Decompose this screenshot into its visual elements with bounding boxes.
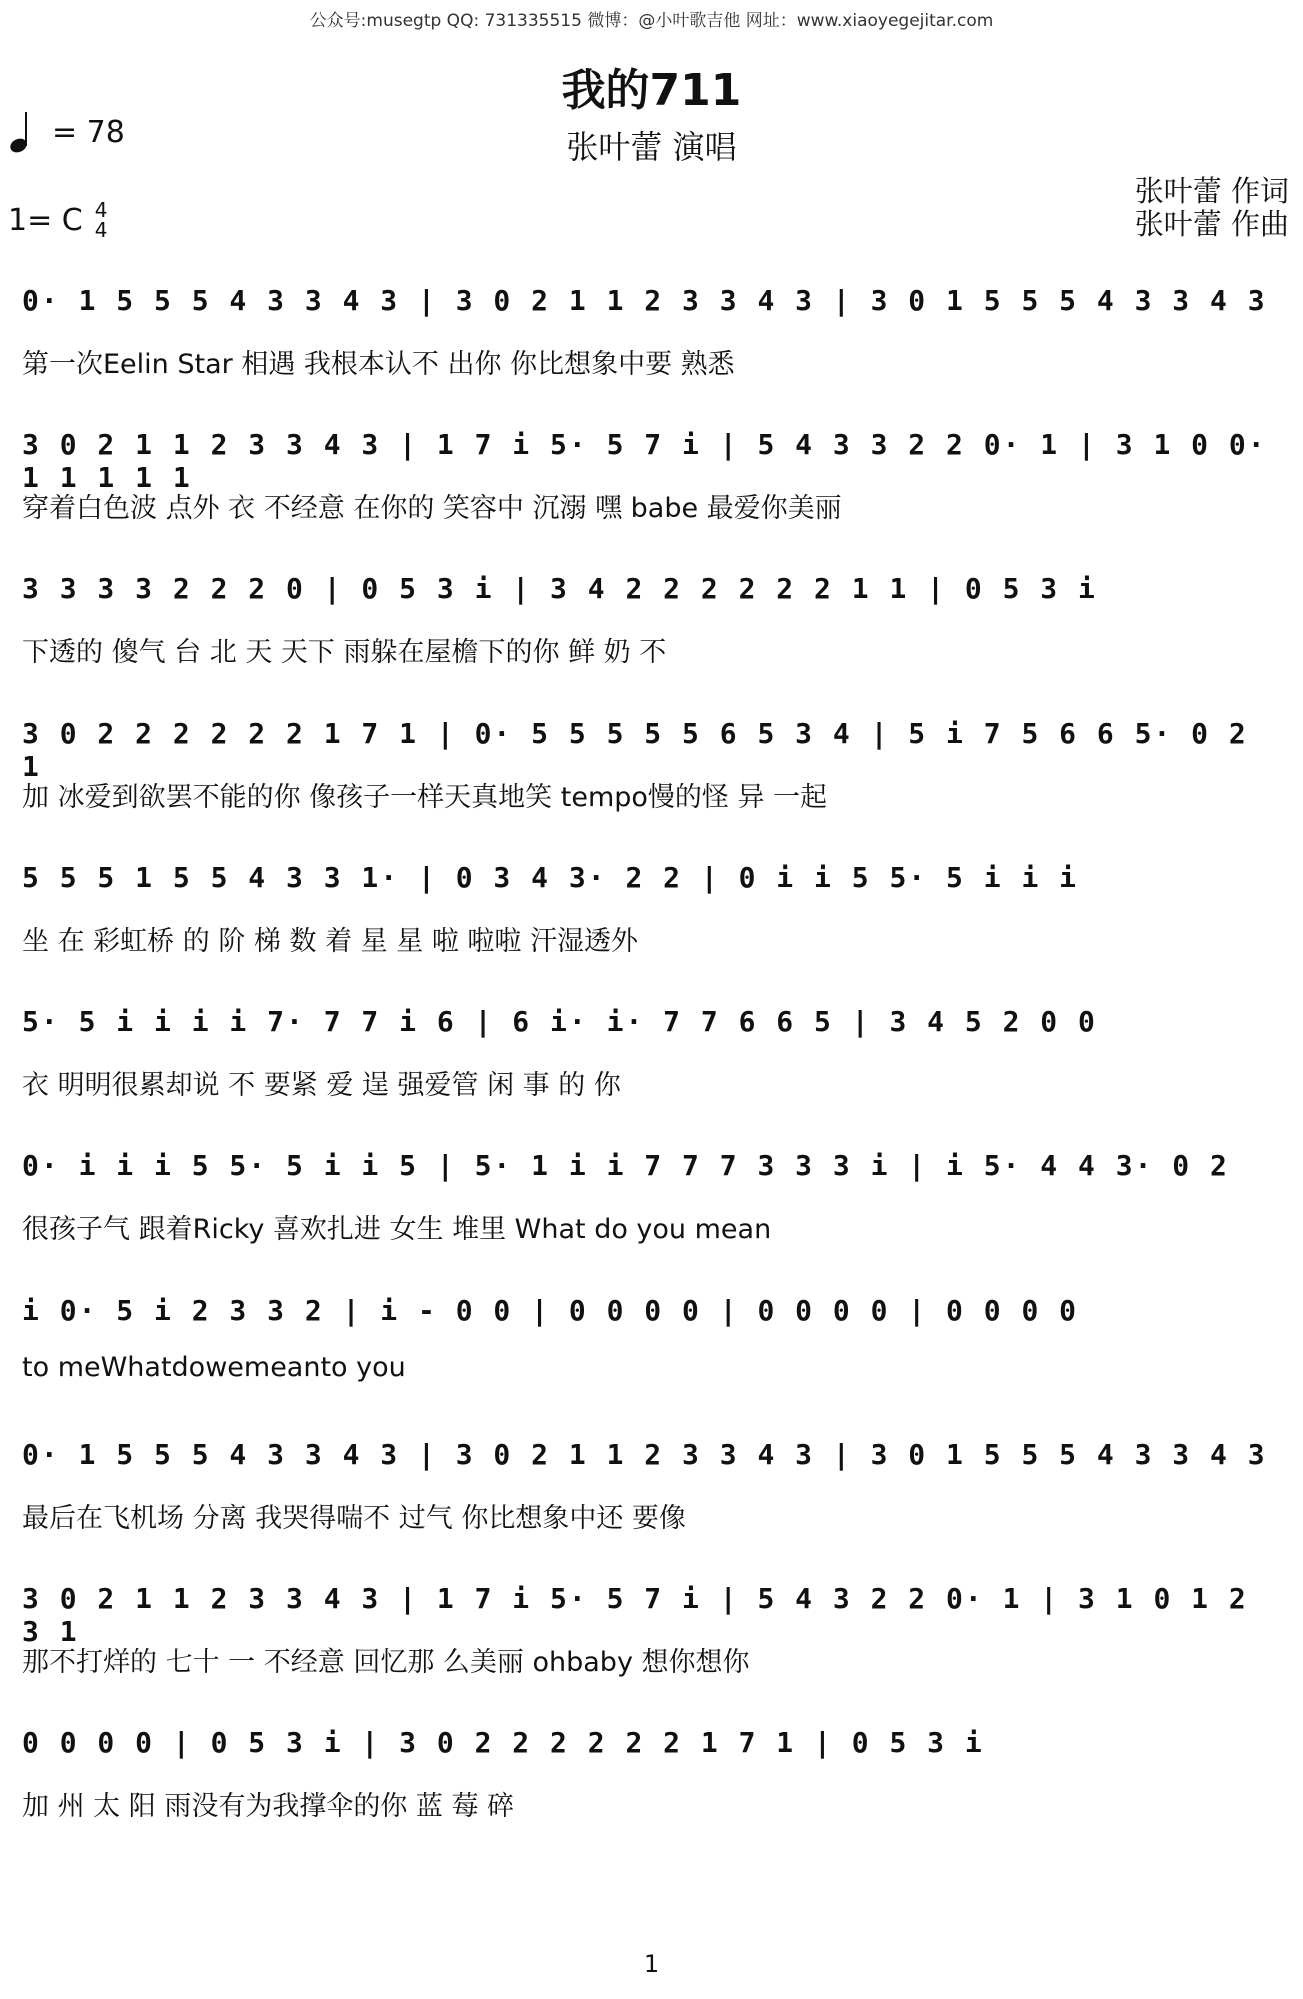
notation-text: 5 5 5 1 5 5 4 3 3 1· | 0 3 4 3· 2 2 | 0 i i 5 5· 5 i i i <box>22 861 1079 894</box>
lyrics-text: 加 冰爱到欲罢不能的你 像孩子一样天真地笑 tempo慢的怪 异 一起 <box>22 782 828 813</box>
composer-credit: 张叶蕾 作曲 <box>1134 207 1289 241</box>
lyrics-text: 最后在飞机场 分离 我哭得喘不 过气 你比想象中还 要像 <box>22 1503 686 1534</box>
quarter-note-icon <box>10 112 34 152</box>
notation-text: 3 0 2 2 2 2 2 2 1 7 1 | 0· 5 5 5 5 5 6 5 3 4 | 5 i 7 5 6 6 5· 0 2 1 <box>22 717 1248 783</box>
notation-text: 3 3 3 3 2 2 2 0 | 0 5 3 i | 3 4 2 2 2 2 2 2 1 1 | 0 5 3 i <box>22 572 1097 605</box>
page-number: 1 <box>643 1950 660 1978</box>
lyrics-text: 下透的 傻气 台 北 天 天下 雨躲在屋檐下的你 鲜 奶 不 <box>22 637 667 668</box>
lyrics-text: 加 州 太 阳 雨没有为我撑伞的你 蓝 莓 碎 <box>22 1791 515 1822</box>
lyrics-text: 坐 在 彩虹桥 的 阶 梯 数 着 星 星 啦 啦啦 汗湿透外 <box>22 926 638 957</box>
notation-text: i 0· 5 i 2 3 3 2 | i - 0 0 | 0 0 0 0 | 0 0 0 0 | 0 0 0 0 <box>22 1294 1079 1327</box>
notation-text: 0· 1 5 5 5 4 3 3 4 3 | 3 0 2 1 1 2 3 3 4 3 | 3 0 1 5 5 5 4 3 3 4 3 <box>22 1438 1267 1471</box>
tempo-value: = 78 <box>52 114 125 150</box>
notation-line <box>22 1722 1284 1778</box>
notation-line <box>22 1578 1284 1648</box>
lyrics-text: 衣 明明很累却说 不 要紧 爱 逞 强爱管 闲 事 的 你 <box>22 1070 621 1101</box>
tempo-marking <box>10 112 125 152</box>
notation-line <box>22 1434 1284 1490</box>
lyrics-text: 很孩子气 跟着Ricky 喜欢扎进 女生 堆里 What do you mean <box>22 1214 772 1245</box>
notation-text: 5· 5 i i i i 7· 7 7 i 6 | 6 i· i· 7 7 6 6 5 | 3 4 5 2 0 0 <box>22 1005 1097 1038</box>
lyrics-text: to meWhatdowemeanto you <box>22 1352 406 1383</box>
notation-text: 3 0 2 1 1 2 3 3 4 3 | 1 7 i 5· 5 7 i | 5 4 3 2 2 0· 1 | 3 1 0 1 2 3 1 <box>22 1582 1248 1648</box>
notation-line <box>22 1001 1284 1057</box>
time-signature-top: 4 <box>94 198 108 222</box>
notation-line <box>22 713 1284 783</box>
lyrics-text: 那不打烊的 七十 一 不经意 回忆那 么美丽 ohbaby 想你想你 <box>22 1647 750 1678</box>
credits <box>1135 175 1289 241</box>
notation-text: 0· i i i 5 5· 5 i i 5 | 5· 1 i i 7 7 7 3 3 3 i | i 5· 4 4 3· 0 2 <box>22 1149 1229 1182</box>
notation-text: 0· 1 5 5 5 4 3 3 4 3 | 3 0 2 1 1 2 3 3 4 3 | 3 0 1 5 5 5 4 3 3 4 3 <box>22 284 1267 317</box>
time-signature <box>95 200 108 240</box>
notation-line <box>22 1290 1284 1346</box>
song-title: 我的711 <box>561 65 742 116</box>
notation-text: 0 0 0 0 | 0 5 3 i | 3 0 2 2 2 2 2 2 1 7 1 | 0 5 3 i <box>22 1726 984 1759</box>
key-label: 1= C <box>8 202 83 238</box>
singer-line: 张叶蕾 演唱 <box>566 128 737 166</box>
header-contact-line: 公众号:musegtp QQ: 731335515 微博：@小叶歌吉他 网址：www.xiaoyegejitar.com <box>309 11 994 31</box>
lyricist-credit: 张叶蕾 作词 <box>1134 174 1289 208</box>
notation-line <box>22 857 1284 913</box>
notation-text: 3 0 2 1 1 2 3 3 4 3 | 1 7 i 5· 5 7 i | 5 4 3 3 2 2 0· 1 | 3 1 0 0· 1 1 1 1 1 <box>22 428 1267 494</box>
lyrics-text: 穿着白色波 点外 衣 不经意 在你的 笑容中 沉溺 嘿 babe 最爱你美丽 <box>22 493 842 524</box>
lyrics-text: 第一次Eelin Star 相遇 我根本认不 出你 你比想象中要 熟悉 <box>22 349 735 380</box>
notation-line <box>22 280 1284 336</box>
notation-line <box>22 1145 1284 1201</box>
time-signature-bottom: 4 <box>94 218 108 242</box>
key-signature <box>8 200 107 240</box>
notation-line <box>22 424 1284 494</box>
notation-line <box>22 568 1284 624</box>
